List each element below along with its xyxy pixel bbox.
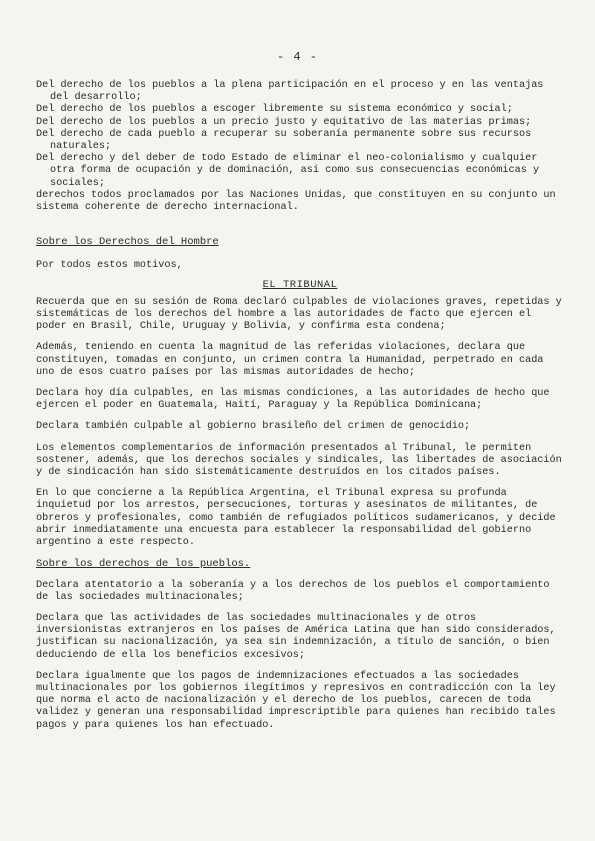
motives-line: Por todos estos motivos, <box>36 260 183 272</box>
resolution-paragraph: En lo que concierne a la República Argentina, el Tribunal expresa su profunda inquietud por los arrestos, persecuciones, torturas y asesinatos de militantes, de obreros y profesionales, como también de refugiados políticos sudamericanos, y decide abrir inmediatamente una encuesta para establecer la responsabilidad del gobierno argentino a este respecto. <box>36 488 556 549</box>
rights-item: Del derecho de los pueblos a escoger libremente su sistema económico y social; <box>36 104 513 116</box>
rights-item: Del derecho de cada pueblo a recuperar su soberanía permanente sobre sus recursos naturales; <box>36 128 532 153</box>
resolution-paragraph: Recuerda que en su sesión de Roma declaró culpables de violaciones graves, repetidas y sistemáticas de los derechos del hombre a las autoridades de facto que ejercen el poder en Brasil, Chile, Uruguay y Bolivia, y confirma esta condena; <box>36 296 562 333</box>
rights-item: Del derecho de los pueblos a un precio justo y equitativo de las materias primas; <box>36 116 532 128</box>
resolution-paragraph: Los elementos complementarios de información presentados al Tribunal, le permiten sostener, además, que los derechos sociales y sindicales, las libertades de asociación y de sindicación han sido sistemáticamente destruídos en los citados países. <box>36 442 562 479</box>
resolution-paragraph: Además, teniendo en cuenta la magnitud de las referidas violaciones, declara que constituyen, tomadas en conjunto, un crimen contra la Humanidad, perpetrado en cada uno de esos cuatro países por las mismas autoridades de hecho; <box>36 342 544 378</box>
section-heading-peoples-rights: Sobre los derechos de los pueblos. <box>36 558 251 571</box>
page-number: - 4 - <box>276 50 318 64</box>
section-heading-human-rights: Sobre los Derechos del Hombre <box>36 236 219 249</box>
rights-closing: derechos todos proclamados por las Naciones Unidas, que constituyen en su conjunto un sistema coherente de derecho internacional. <box>36 189 556 214</box>
resolution-paragraph: Declara también culpable al gobierno brasileño del crimen de genocidio; <box>36 421 471 433</box>
document-body <box>36 80 564 741</box>
tribunal-heading: EL TRIBUNAL <box>262 278 338 291</box>
rights-item: Del derecho y del deber de todo Estado de eliminar el neo-colonialismo y cualquier otra forma de ocupación y de dominación, así como sus consecuencias económicas y sociales; <box>36 153 540 189</box>
resolution-paragraph: Declara igualmente que los pagos de indemnizaciones efectuados a las sociedades multinacionales por los gobiernos ilegítimos y represivos en contradicción con la ley que norma el acto de nacionalización y el derecho de los pueblos, carecen de toda validez y generan una responsabilidad imprescriptible para quienes han recibido tales pagos y para quienes los han efectuado. <box>36 670 556 731</box>
resolution-paragraph: Declara hoy día culpables, en las mismas condiciones, a las autoridades de hecho que ejercen el poder en Guatemala, Haití, Paraguay y la República Dominicana; <box>36 388 550 412</box>
resolution-paragraph: Declara que las actividades de las sociedades multinacionales y de otros inversionistas extranjeros en los países de América Latina que han sido considerados, justifican su nacionalización, ya sea sin indemnización, a título de sanción, o bien deduciendo de ella los beneficios excesivos; <box>36 612 556 661</box>
resolution-paragraph: Declara atentatorio a la soberanía y a los derechos de los pueblos el comportamiento de las sociedades multinacionales; <box>36 579 550 603</box>
rights-item: Del derecho de los pueblos a la plena participación en el proceso y en las ventajas del desarrollo; <box>36 80 544 104</box>
